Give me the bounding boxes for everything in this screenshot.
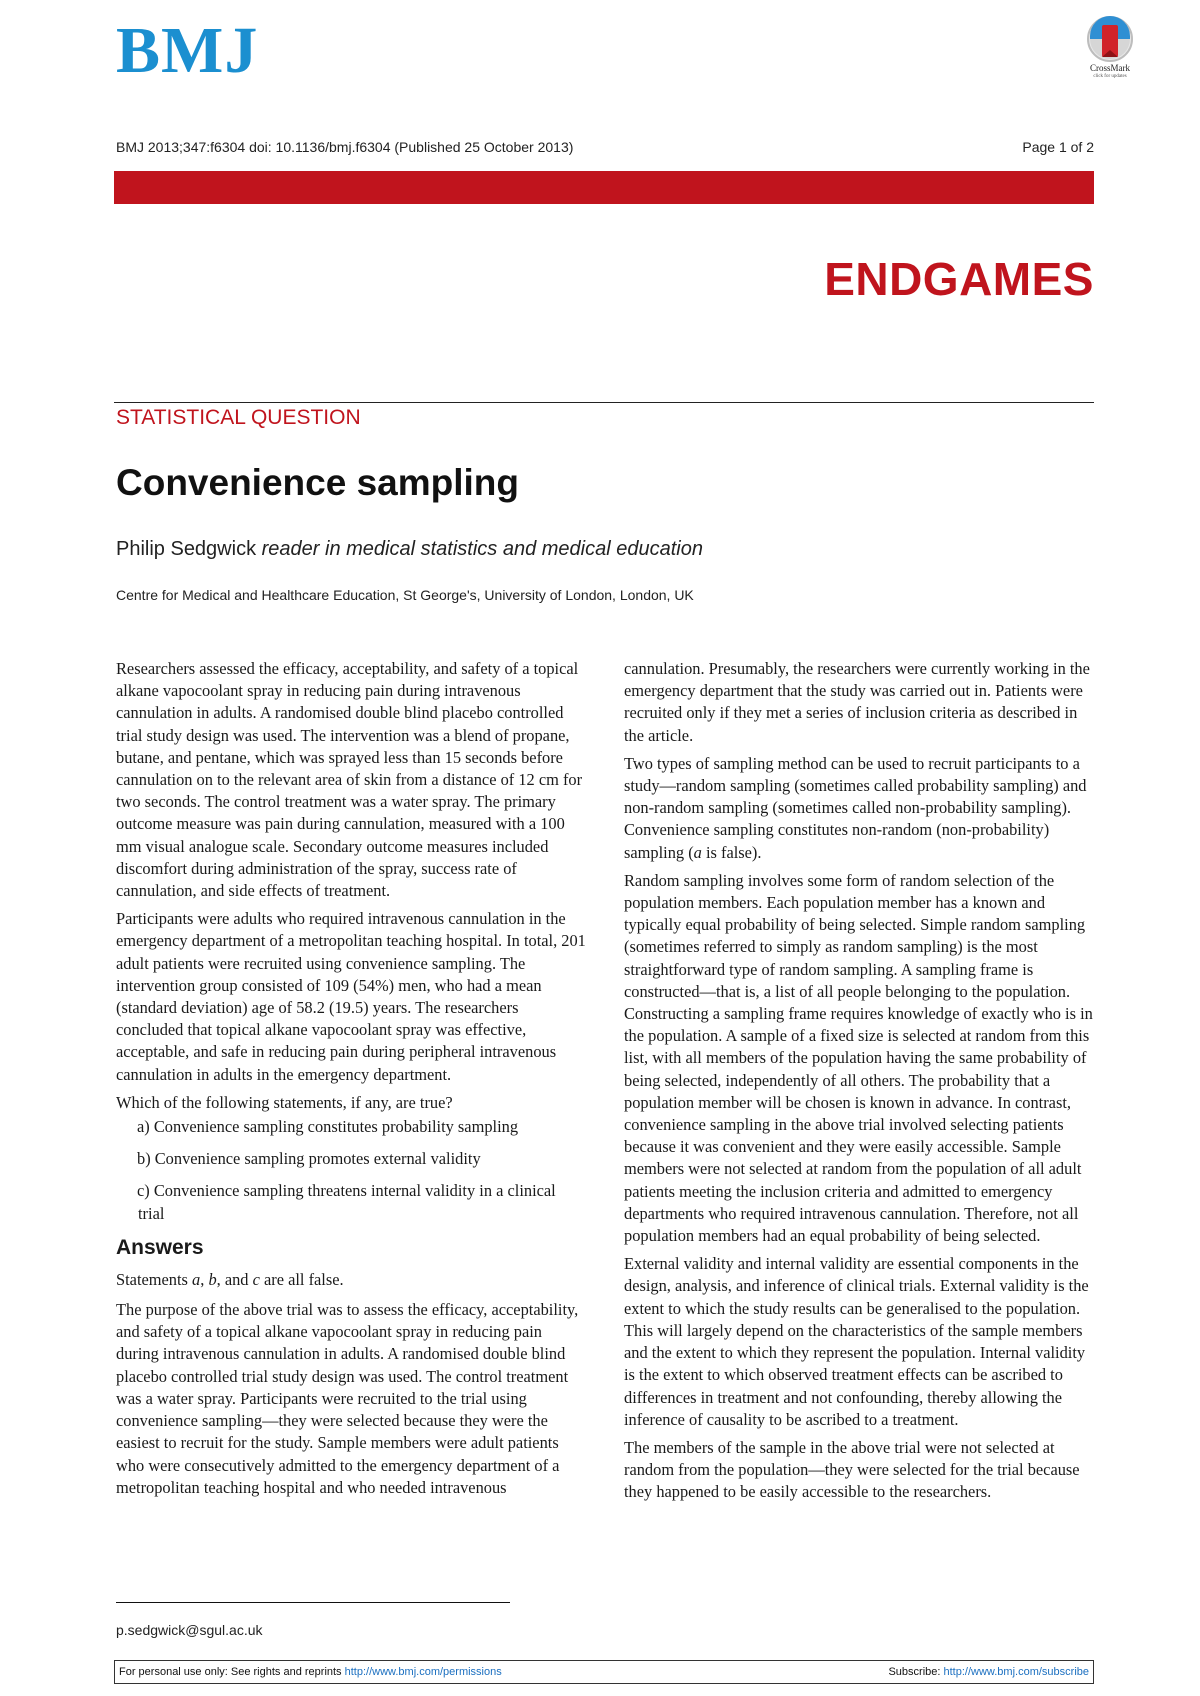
author-role: reader in medical statistics and medical education bbox=[261, 538, 703, 560]
statement-b: b) Convenience sampling promotes external validity bbox=[137, 1149, 481, 1169]
author-email-link[interactable]: p.sedgwick@sgul.ac.uk bbox=[116, 1622, 263, 1638]
citation-text: BMJ 2013;347:f6304 doi: 10.1136/bmj.f6304 (Published 25 October 2013) bbox=[116, 139, 574, 155]
paragraph: External validity and internal validity are essential components in the design, analysis, and inference of clinical trials. External validity is the extent to which the study results can be generalised to the population. This will largely depend on the characteristics of the sample members and the extent to which they represent the population. Internal validity is the extent to which observed treatment effects can be ascribed to differences in treatment and not confounding, thereby allowing the inference of causality to be ascribed to a treatment. bbox=[624, 1254, 1089, 1429]
citation-line bbox=[116, 139, 1094, 159]
paragraph: The purpose of the above trial was to assess the efficacy, acceptability, and safety of a topical alkane vapocoolant spray in reducing pain during intravenous cannulation in adults. A randomised double blind placebo controlled trial study design was used. The control treatment was a water spray. Participants were recruited to the trial using convenience sampling—they were selected because they were the easiest to recruit for the study. Sample members were adult patients who were consecutively admitted to the emergency department of a metropolitan teaching hospital and who needed intravenous bbox=[116, 1300, 579, 1497]
statement-a: a) Convenience sampling constitutes probability sampling bbox=[137, 1117, 519, 1137]
paragraph: Participants were adults who required intravenous cannulation in the emergency department of a metropolitan teaching hospital. In total, 201 adult patients were recruited using convenience sampling. The intervention group consisted of 109 (54%) men, who had a mean (standard deviation) age of 58.2 (19.5) years. The researchers concluded that topical alkane vapocoolant spray was effective, acceptable, and safe in reducing pain during peripheral intravenous cannulation in adults in the emergency department. bbox=[116, 909, 586, 1084]
author-name: Philip Sedgwick bbox=[116, 538, 257, 560]
body-column-right bbox=[624, 658, 1094, 1510]
crossmark-label: CrossMark click for updates bbox=[1076, 64, 1144, 79]
article-type: STATISTICAL QUESTION bbox=[116, 406, 361, 429]
subscribe-link[interactable]: http://www.bmj.com/subscribe bbox=[943, 1666, 1089, 1678]
divider bbox=[114, 402, 1094, 403]
bmj-logo: BMJ bbox=[116, 14, 259, 87]
question-prompt: Which of the following statements, if any, are true? bbox=[116, 1092, 453, 1112]
crossmark-icon bbox=[1076, 14, 1144, 64]
author-affiliation: Centre for Medical and Healthcare Education, St George's, University of London, London, UK bbox=[116, 587, 694, 603]
permissions-link[interactable]: http://www.bmj.com/permissions bbox=[344, 1666, 502, 1678]
paragraph: Two types of sampling method can be used to recruit participants to a study—random sampling (sometimes called probability sampling) and non-random sampling (sometimes called non-probability sampling). Convenience sampling constitutes non-random (non-probability) sampling (a is false). bbox=[624, 753, 1087, 862]
paragraph: Random sampling involves some form of random selection of the population members. Each population member has a known and typically equal probability of being selected. Simple random sampling (sometimes referred to simply as random sampling) is the most straightforward type of random sampling. A sampling frame is constructed—that is, a list of all people belonging to the population. Constructing a sampling frame requires knowledge of exactly who is in the population. A sample of a fixed size is selected at random from this list, with all members of the population having the same probability of being selected, independently of all others. The probability that a population member will be chosen is known in advance. In contrast, convenience sampling in the above trial involved selecting patients because it was convenient and they were easily accessible. Sample members were not selected at random from the population of all adult patients meeting the inclusion criteria and admitted to emergency departments who required intravenous cannulation. Therefore, not all population members had an equal probability of being selected. bbox=[624, 870, 1093, 1246]
paragraph: cannulation. Presumably, the researchers were currently working in the emergency department that the study was carried out in. Patients were recruited only if they met a series of inclusion criteria as described in the article. bbox=[624, 659, 1090, 745]
footer-subscribe: Subscribe: http://www.bmj.com/subscribe bbox=[888, 1666, 1089, 1678]
footer-bar bbox=[114, 1660, 1094, 1684]
paragraph: Researchers assessed the efficacy, acceptability, and safety of a topical alkane vapocoolant spray in reducing pain during intravenous cannulation in adults. A randomised double blind placebo controlled trial study design was used. The intervention was a blend of propane, butane, and pentane, which was sprayed less than 15 seconds before cannulation on to the relevant area of skin from a distance of 12 cm for two seconds. The control treatment was a water spray. The primary outcome measure was pain during cannulation, measured with a 100 mm visual analogue scale. Secondary outcome measures included discomfort during administration of the spray, success rate of cannulation, and side effects of treatment. bbox=[116, 659, 583, 901]
answers-heading: Answers bbox=[116, 1235, 204, 1259]
crossmark-badge[interactable] bbox=[1076, 14, 1144, 86]
answer-summary: Statements a, b, and c are all false. bbox=[116, 1269, 344, 1289]
footnote-divider bbox=[116, 1602, 510, 1603]
paragraph: The members of the sample in the above trial were not selected at random from the population—they were selected for the trial because they happened to be easily accessible to the researchers. bbox=[624, 1437, 1080, 1502]
statement-c: c) Convenience sampling threatens internal validity in a clinical trial bbox=[137, 1181, 556, 1223]
article-title: Convenience sampling bbox=[116, 462, 519, 503]
footer-rights: For personal use only: See rights and reprints http://www.bmj.com/permissions bbox=[119, 1666, 502, 1678]
author-line bbox=[116, 538, 703, 561]
page-label: Page 1 of 2 bbox=[1022, 139, 1094, 155]
header-red-bar bbox=[114, 171, 1094, 204]
crossmark-sub: click for updates bbox=[1093, 73, 1127, 79]
section-name: ENDGAMES bbox=[824, 253, 1094, 305]
body-column-left bbox=[116, 658, 586, 1505]
